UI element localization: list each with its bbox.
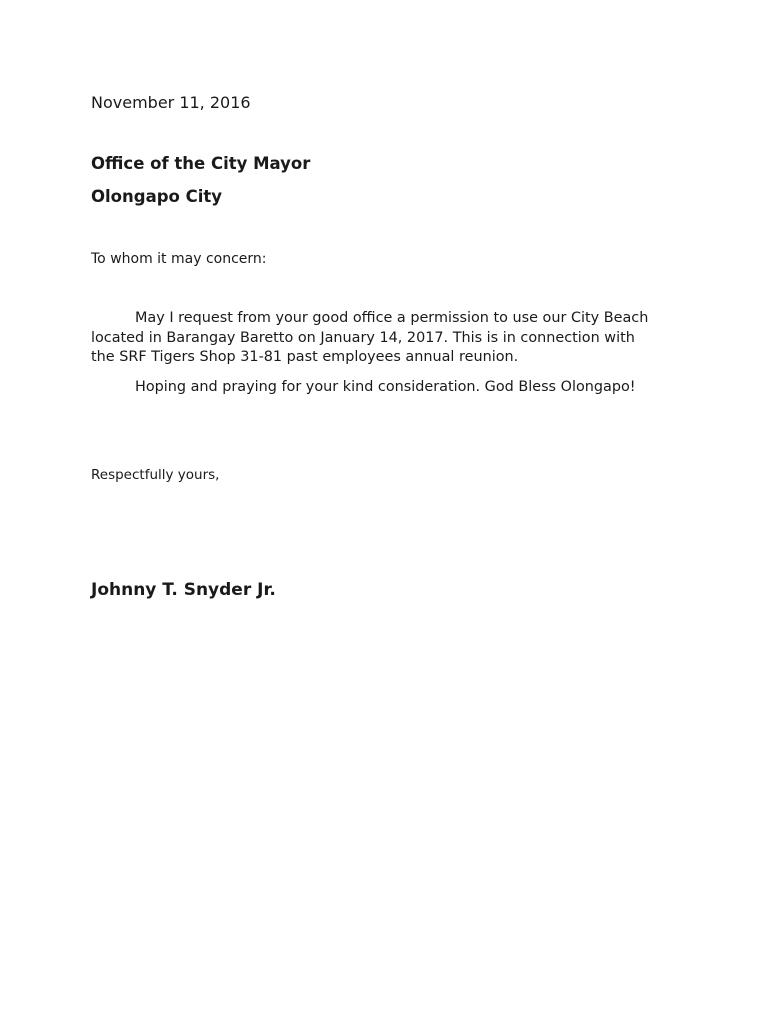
signatory-name: Johnny T. Snyder Jr. (91, 580, 276, 600)
paragraph-1-line-3: the SRF Tigers Shop 31-81 past employees annual reunion. (91, 349, 519, 365)
paragraph-1-line-1 (91, 309, 691, 329)
letter-date: November 11, 2016 (91, 93, 251, 112)
paragraph-1-line-1-text: May I request from your good office a permission to use our City Beach (135, 310, 649, 326)
recipient-city: Olongapo City (91, 187, 223, 206)
closing: Respectfully yours, (91, 467, 220, 483)
paragraph-1-line-2: located in Barangay Baretto on January 14, 2017. This is in connection with (91, 329, 635, 346)
paragraph-2-text: Hoping and praying for your kind consideration. God Bless Olongapo! (135, 379, 636, 395)
recipient-office: Office of the City Mayor (91, 154, 311, 173)
body-paragraph-2 (91, 378, 691, 398)
salutation: To whom it may concern: (91, 251, 267, 267)
body-paragraph-1 (91, 309, 691, 368)
